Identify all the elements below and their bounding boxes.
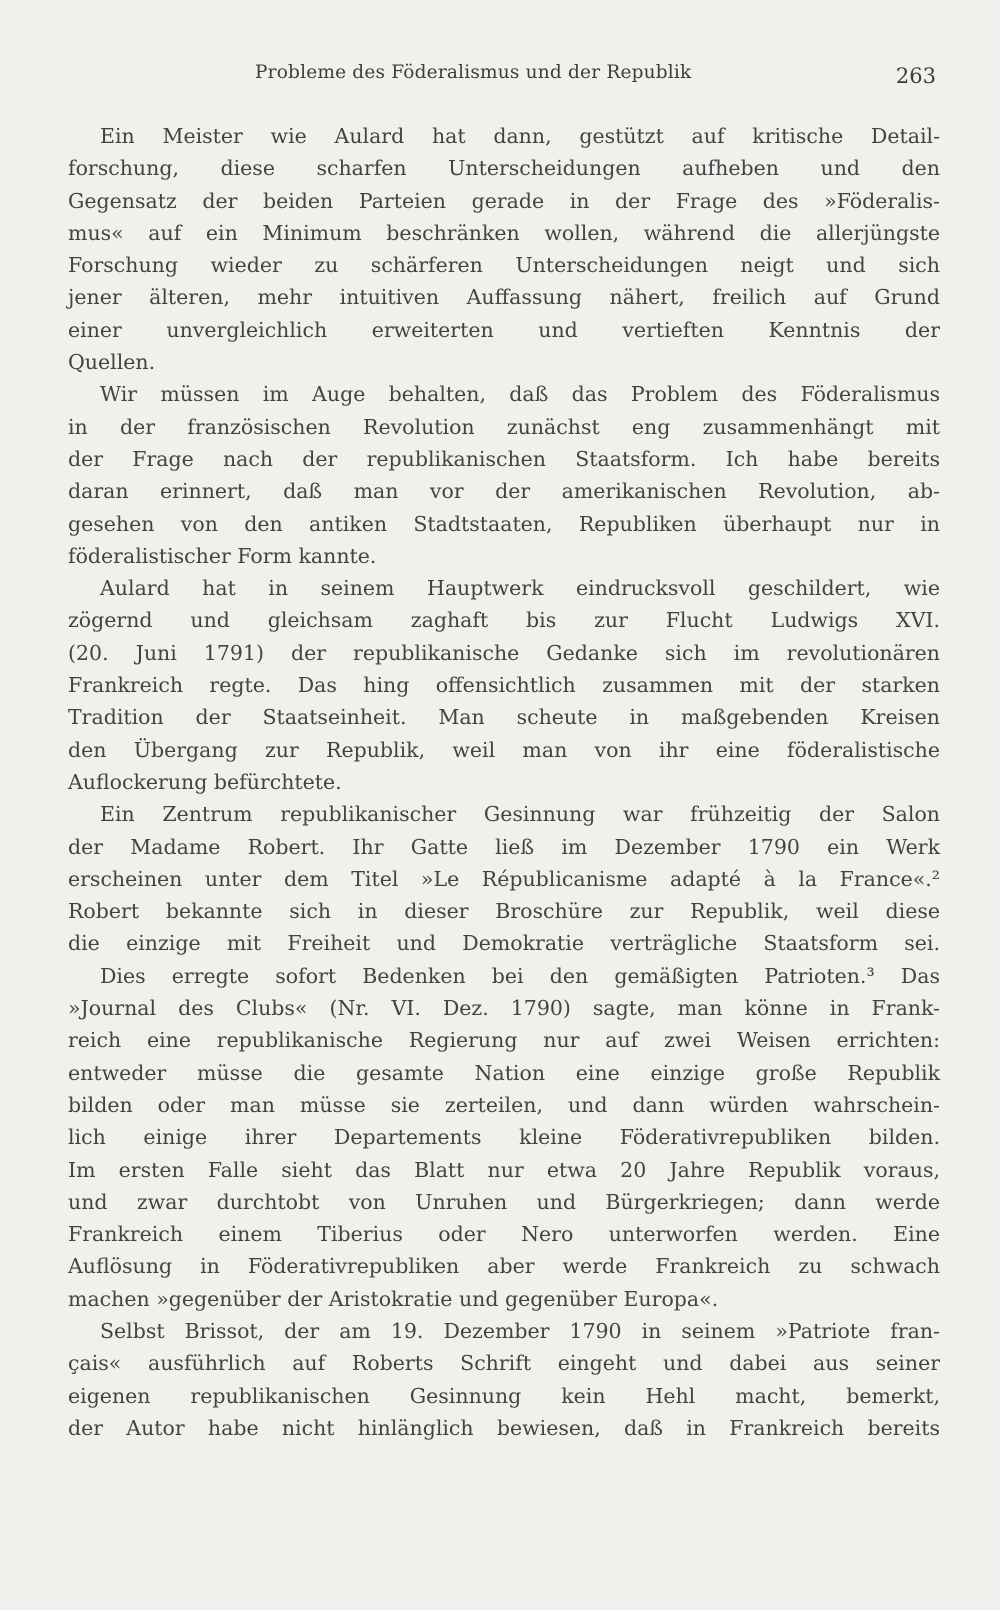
text-line: »Journal des Clubs« (Nr. VI. Dez. 1790) sagte, man könne in Frank- <box>68 996 940 1021</box>
body-text <box>68 120 940 1444</box>
text-line: forschung, diese scharfen Unterscheidungen aufheben und den <box>68 156 940 181</box>
text-line: Frankreich regte. Das hing offensichtlich zusammen mit der starken <box>68 673 940 698</box>
paragraph-1 <box>68 120 940 378</box>
text-line: in der französischen Revolution zunächst eng zusammenhängt mit <box>68 414 940 439</box>
text-line: Aulard hat in seinem Hauptwerk eindrucksvoll geschildert, wie <box>100 576 940 601</box>
text-line: Auflockerung befürchtete. <box>68 769 342 794</box>
text-line: Forschung wieder zu schärferen Unterscheidungen neigt und sich <box>68 253 940 278</box>
text-line: Im ersten Falle sieht das Blatt nur etwa 20 Jahre Republik voraus, <box>68 1157 940 1182</box>
text-line: einer unvergleichlich erweiterten und vertieften Kenntnis der <box>68 317 940 342</box>
text-line: çais« ausführlich auf Roberts Schrift eingeht und dabei aus seiner <box>68 1351 940 1376</box>
text-line: entweder müsse die gesamte Nation eine einzige große Republik <box>68 1060 940 1085</box>
page-number: 263 <box>895 64 936 88</box>
text-line: Auflösung in Föderativrepubliken aber werde Frankreich zu schwach <box>68 1254 940 1279</box>
text-line: Tradition der Staatseinheit. Man scheute in maßgebenden Kreisen <box>68 705 940 730</box>
paragraph-3 <box>68 572 940 798</box>
text-line: eigenen republikanischen Gesinnung kein Hehl macht, bemerkt, <box>68 1383 940 1408</box>
running-head: Probleme des Föderalismus und der Republik <box>255 62 692 83</box>
paragraph-5 <box>68 960 940 1315</box>
text-line: (20. Juni 1791) der republikanische Gedanke sich im revolutionären <box>68 640 940 665</box>
text-line: Wir müssen im Auge behalten, daß das Problem des Föderalismus <box>100 382 940 407</box>
text-line: der Frage nach der republikanischen Staatsform. Ich habe bereits <box>68 446 940 471</box>
text-line: der Autor habe nicht hinlänglich bewiesen, daß in Frankreich bereits <box>68 1415 940 1440</box>
text-line: gesehen von den antiken Stadtstaaten, Republiken überhaupt nur in <box>68 511 940 536</box>
paragraph-4 <box>68 798 940 959</box>
text-line: reich eine republikanische Regierung nur auf zwei Weisen errichten: <box>68 1028 940 1053</box>
paragraph-6 <box>68 1315 940 1444</box>
text-line: und zwar durchtobt von Unruhen und Bürgerkriegen; dann werde <box>68 1189 940 1214</box>
text-line: zögernd und gleichsam zaghaft bis zur Flucht Ludwigs XVI. <box>68 608 940 633</box>
text-line: der Madame Robert. Ihr Gatte ließ im Dezember 1790 ein Werk <box>68 834 940 859</box>
paragraph-2 <box>68 378 940 572</box>
text-line: den Übergang zur Republik, weil man von ihr eine föderalistische <box>68 737 940 762</box>
text-line: Quellen. <box>68 350 156 375</box>
text-line: erscheinen unter dem Titel »Le Républicanisme adapté à la France«.² <box>68 866 940 891</box>
text-line: machen »gegenüber der Aristokratie und gegenüber Europa«. <box>68 1286 719 1311</box>
text-line: bilden oder man müsse sie zerteilen, und dann würden wahrschein- <box>68 1092 940 1117</box>
text-line: Ein Meister wie Aulard hat dann, gestützt auf kritische Detail- <box>100 124 940 148</box>
text-line: lich einige ihrer Departements kleine Föderativrepubliken bilden. <box>68 1125 940 1150</box>
text-line: Gegensatz der beiden Parteien gerade in der Frage des »Föderalis- <box>68 188 940 213</box>
text-line: Frankreich einem Tiberius oder Nero unterworfen werden. Eine <box>68 1222 940 1247</box>
text-line: Dies erregte sofort Bedenken bei den gemäßigten Patrioten.³ Das <box>100 963 940 988</box>
text-line: mus« auf ein Minimum beschränken wollen, während die allerjüngste <box>68 220 940 245</box>
text-line: jener älteren, mehr intuitiven Auffassung nähert, freilich auf Grund <box>68 285 940 310</box>
text-line: Selbst Brissot, der am 19. Dezember 1790 in seinem »Patriote fran- <box>100 1318 940 1343</box>
text-line: daran erinnert, daß man vor der amerikanischen Revolution, ab- <box>68 479 940 504</box>
text-line: föderalistischer Form kannte. <box>68 543 377 568</box>
text-line: die einzige mit Freiheit und Demokratie verträgliche Staatsform sei. <box>68 931 940 956</box>
text-line: Ein Zentrum republikanischer Gesinnung war frühzeitig der Salon <box>100 802 940 827</box>
text-line: Robert bekannte sich in dieser Broschüre zur Republik, weil diese <box>68 899 940 924</box>
